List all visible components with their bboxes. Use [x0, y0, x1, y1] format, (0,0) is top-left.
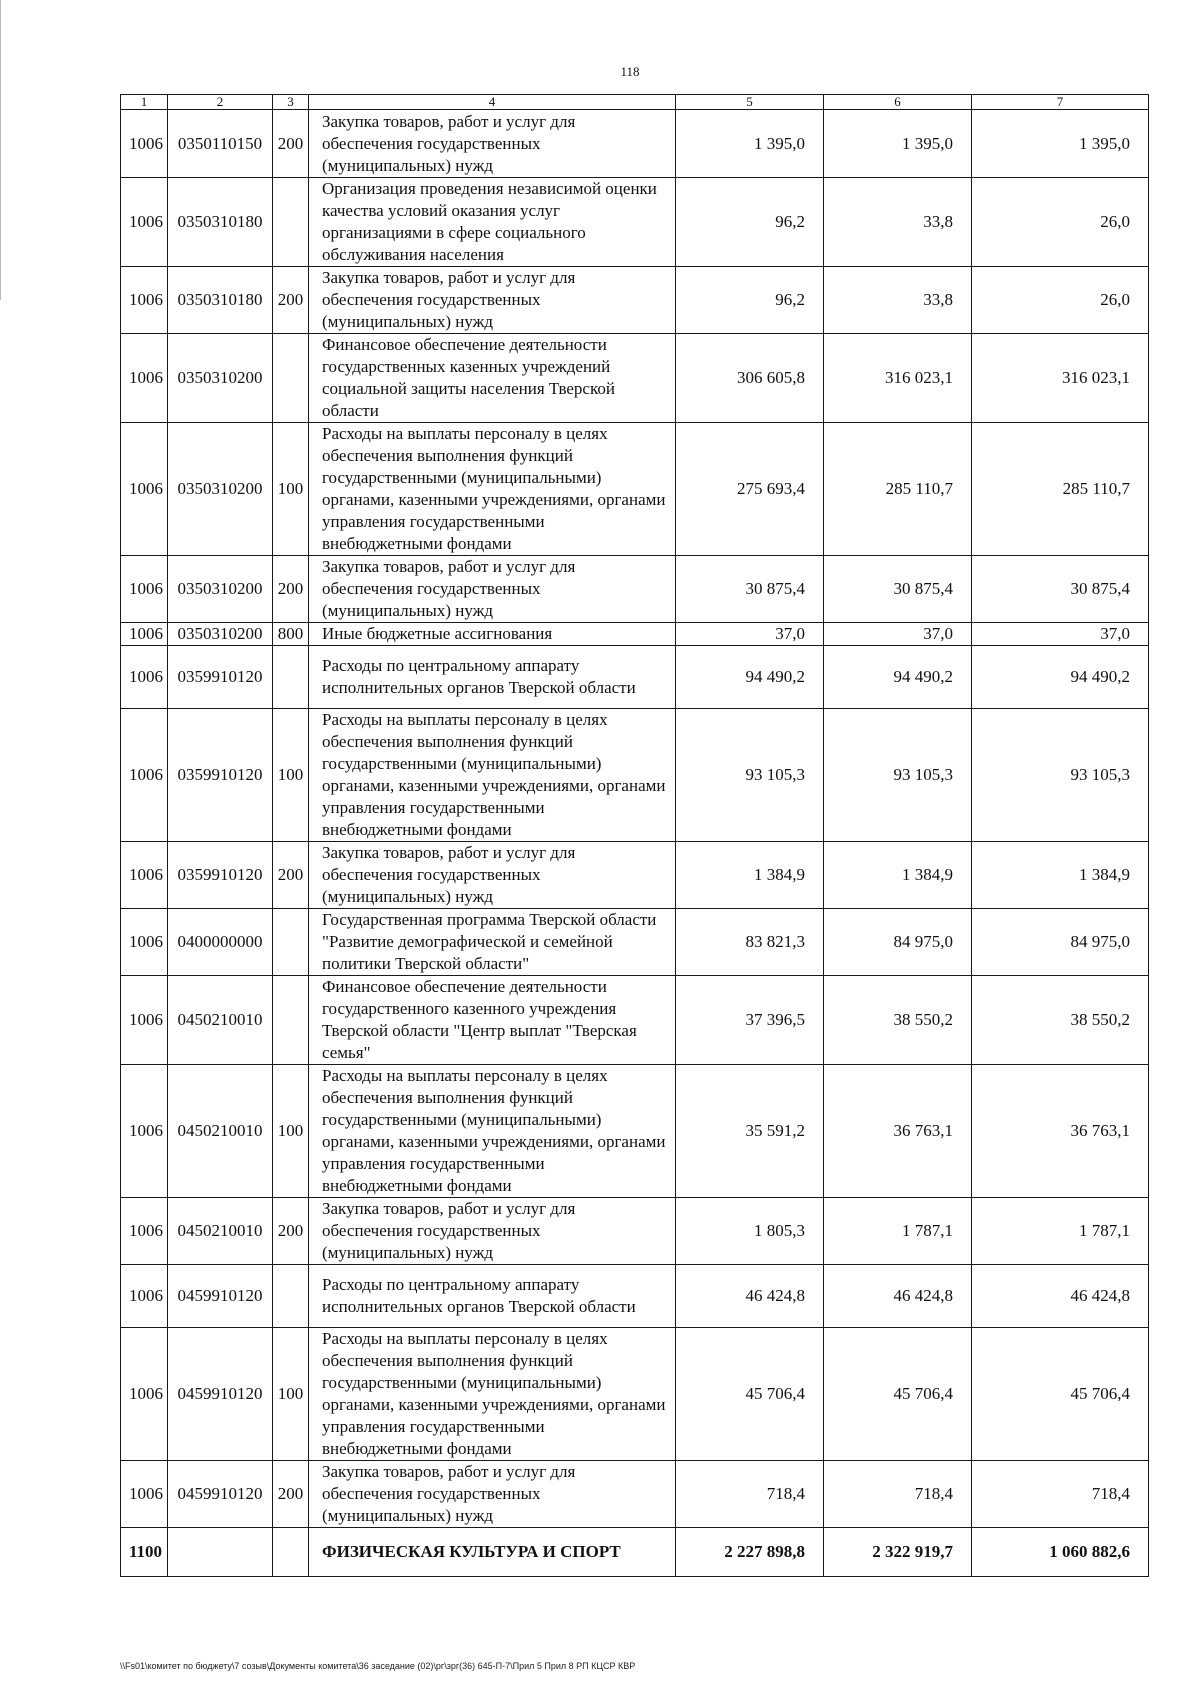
cell-c4: Финансовое обеспечение деятельности государственных казенных учреждений социальной защиты населения Тверской области — [309, 334, 676, 423]
cell-c1: 1006 — [121, 976, 168, 1065]
table-row — [121, 178, 1149, 267]
cell-c1: 1006 — [121, 1265, 168, 1328]
cell-c7: 37,0 — [972, 623, 1149, 646]
cell-c1: 1006 — [121, 909, 168, 976]
cell-c6: 37,0 — [824, 623, 972, 646]
cell-c3: 800 — [273, 623, 309, 646]
cell-c1: 1006 — [121, 709, 168, 842]
cell-c7: 316 023,1 — [972, 334, 1149, 423]
cell-c7: 285 110,7 — [972, 423, 1149, 556]
cell-c5: 275 693,4 — [676, 423, 824, 556]
cell-c2: 0400000000 — [168, 909, 273, 976]
cell-c3: 200 — [273, 842, 309, 909]
cell-c4: Организация проведения независимой оценки качества условий оказания услуг организациями в сфере социального обслуживания населения — [309, 178, 676, 267]
cell-c6: 316 023,1 — [824, 334, 972, 423]
cell-c3 — [273, 646, 309, 709]
column-number-row — [121, 95, 1149, 110]
cell-c2: 0350310180 — [168, 178, 273, 267]
cell-c7: 1 787,1 — [972, 1198, 1149, 1265]
table-row — [121, 1198, 1149, 1265]
cell-c2: 0459910120 — [168, 1265, 273, 1328]
column-header: 3 — [273, 95, 309, 110]
cell-c1: 1006 — [121, 423, 168, 556]
cell-c2: 0459910120 — [168, 1461, 273, 1528]
cell-c4: Закупка товаров, работ и услуг для обеспечения государственных (муниципальных) нужд — [309, 1198, 676, 1265]
cell-c4: Расходы на выплаты персоналу в целях обеспечения выполнения функций государственными (муниципальными) органами, казенными учреждениями, органами управления государственными внебюджетными фондами — [309, 709, 676, 842]
cell-c6: 1 787,1 — [824, 1198, 972, 1265]
cell-c6: 36 763,1 — [824, 1065, 972, 1198]
table-row — [121, 909, 1149, 976]
budget-table — [120, 94, 1149, 1577]
cell-c5: 306 605,8 — [676, 334, 824, 423]
cell-c2: 0459910120 — [168, 1328, 273, 1461]
cell-c4: Закупка товаров, работ и услуг для обеспечения государственных (муниципальных) нужд — [309, 110, 676, 178]
cell-c5: 1 395,0 — [676, 110, 824, 178]
cell-c3 — [273, 178, 309, 267]
cell-c4: ФИЗИЧЕСКАЯ КУЛЬТУРА И СПОРТ — [309, 1528, 676, 1577]
table-row — [121, 1461, 1149, 1528]
table-row — [121, 1528, 1149, 1577]
cell-c3: 200 — [273, 110, 309, 178]
table-row — [121, 1065, 1149, 1198]
cell-c1: 1006 — [121, 110, 168, 178]
cell-c1: 1006 — [121, 556, 168, 623]
cell-c3: 100 — [273, 709, 309, 842]
cell-c6: 1 395,0 — [824, 110, 972, 178]
cell-c4: Закупка товаров, работ и услуг для обеспечения государственных (муниципальных) нужд — [309, 267, 676, 334]
cell-c7: 36 763,1 — [972, 1065, 1149, 1198]
cell-c5: 94 490,2 — [676, 646, 824, 709]
cell-c1: 1006 — [121, 1065, 168, 1198]
table-row — [121, 267, 1149, 334]
cell-c6: 30 875,4 — [824, 556, 972, 623]
cell-c4: Расходы по центральному аппарату исполнительных органов Тверской области — [309, 1265, 676, 1328]
cell-c6: 285 110,7 — [824, 423, 972, 556]
cell-c3 — [273, 1265, 309, 1328]
cell-c2 — [168, 1528, 273, 1577]
cell-c5: 2 227 898,8 — [676, 1528, 824, 1577]
table-row — [121, 110, 1149, 178]
cell-c4: Иные бюджетные ассигнования — [309, 623, 676, 646]
cell-c5: 96,2 — [676, 267, 824, 334]
cell-c4: Закупка товаров, работ и услуг для обеспечения государственных (муниципальных) нужд — [309, 556, 676, 623]
cell-c2: 0350310200 — [168, 423, 273, 556]
cell-c1: 1006 — [121, 646, 168, 709]
cell-c6: 38 550,2 — [824, 976, 972, 1065]
cell-c2: 0450210010 — [168, 976, 273, 1065]
column-header: 6 — [824, 95, 972, 110]
cell-c6: 718,4 — [824, 1461, 972, 1528]
column-header: 7 — [972, 95, 1149, 110]
cell-c3: 100 — [273, 423, 309, 556]
cell-c7: 1 060 882,6 — [972, 1528, 1149, 1577]
cell-c5: 718,4 — [676, 1461, 824, 1528]
table-row — [121, 709, 1149, 842]
cell-c7: 94 490,2 — [972, 646, 1149, 709]
table-row — [121, 334, 1149, 423]
table-row — [121, 842, 1149, 909]
cell-c2: 0450210010 — [168, 1198, 273, 1265]
scan-edge — [0, 0, 1, 300]
cell-c1: 1100 — [121, 1528, 168, 1577]
cell-c7: 718,4 — [972, 1461, 1149, 1528]
cell-c2: 0350110150 — [168, 110, 273, 178]
table-row — [121, 976, 1149, 1065]
cell-c7: 46 424,8 — [972, 1265, 1149, 1328]
cell-c3 — [273, 1528, 309, 1577]
cell-c5: 93 105,3 — [676, 709, 824, 842]
cell-c3: 200 — [273, 1461, 309, 1528]
cell-c6: 93 105,3 — [824, 709, 972, 842]
table-row — [121, 623, 1149, 646]
cell-c7: 45 706,4 — [972, 1328, 1149, 1461]
cell-c7: 1 384,9 — [972, 842, 1149, 909]
cell-c3 — [273, 909, 309, 976]
column-header: 1 — [121, 95, 168, 110]
file-path-footer: \\Fs01\комитет по бюджету\7 созыв\Документы комитета\36 заседание (02)\рг\зрг(36) 645-П-7\Прил 5 Прил 8 РП КЦСР КВР — [120, 1661, 636, 1671]
page-number: 118 — [620, 64, 640, 79]
column-header: 5 — [676, 95, 824, 110]
cell-c1: 1006 — [121, 334, 168, 423]
cell-c1: 1006 — [121, 1328, 168, 1461]
cell-c7: 93 105,3 — [972, 709, 1149, 842]
cell-c3 — [273, 334, 309, 423]
cell-c4: Государственная программа Тверской области "Развитие демографической и семейной политики Тверской области" — [309, 909, 676, 976]
cell-c6: 33,8 — [824, 178, 972, 267]
cell-c5: 96,2 — [676, 178, 824, 267]
cell-c2: 0359910120 — [168, 646, 273, 709]
cell-c6: 45 706,4 — [824, 1328, 972, 1461]
cell-c7: 26,0 — [972, 267, 1149, 334]
cell-c5: 83 821,3 — [676, 909, 824, 976]
cell-c1: 1006 — [121, 842, 168, 909]
cell-c6: 84 975,0 — [824, 909, 972, 976]
cell-c5: 45 706,4 — [676, 1328, 824, 1461]
column-header: 2 — [168, 95, 273, 110]
cell-c1: 1006 — [121, 623, 168, 646]
cell-c6: 46 424,8 — [824, 1265, 972, 1328]
cell-c7: 38 550,2 — [972, 976, 1149, 1065]
cell-c2: 0350310200 — [168, 334, 273, 423]
cell-c1: 1006 — [121, 1461, 168, 1528]
cell-c3: 200 — [273, 1198, 309, 1265]
cell-c3: 200 — [273, 556, 309, 623]
cell-c7: 84 975,0 — [972, 909, 1149, 976]
cell-c1: 1006 — [121, 267, 168, 334]
table-row — [121, 646, 1149, 709]
cell-c4: Закупка товаров, работ и услуг для обеспечения государственных (муниципальных) нужд — [309, 1461, 676, 1528]
cell-c2: 0359910120 — [168, 709, 273, 842]
cell-c2: 0350310200 — [168, 556, 273, 623]
cell-c4: Расходы на выплаты персоналу в целях обеспечения выполнения функций государственными (муниципальными) органами, казенными учреждениями, органами управления государственными внебюджетными фондами — [309, 1065, 676, 1198]
cell-c4: Финансовое обеспечение деятельности государственного казенного учреждения Тверской области "Центр выплат "Тверская семья" — [309, 976, 676, 1065]
cell-c6: 1 384,9 — [824, 842, 972, 909]
cell-c7: 30 875,4 — [972, 556, 1149, 623]
cell-c7: 26,0 — [972, 178, 1149, 267]
cell-c2: 0359910120 — [168, 842, 273, 909]
table-row — [121, 1265, 1149, 1328]
cell-c3: 200 — [273, 267, 309, 334]
cell-c5: 1 384,9 — [676, 842, 824, 909]
cell-c5: 37 396,5 — [676, 976, 824, 1065]
cell-c7: 1 395,0 — [972, 110, 1149, 178]
cell-c1: 1006 — [121, 1198, 168, 1265]
cell-c4: Расходы на выплаты персоналу в целях обеспечения выполнения функций государственными (муниципальными) органами, казенными учреждениями, органами управления государственными внебюджетными фондами — [309, 423, 676, 556]
cell-c3 — [273, 976, 309, 1065]
cell-c4: Закупка товаров, работ и услуг для обеспечения государственных (муниципальных) нужд — [309, 842, 676, 909]
cell-c6: 33,8 — [824, 267, 972, 334]
column-header: 4 — [309, 95, 676, 110]
cell-c1: 1006 — [121, 178, 168, 267]
cell-c5: 35 591,2 — [676, 1065, 824, 1198]
table-row — [121, 1328, 1149, 1461]
cell-c2: 0350310200 — [168, 623, 273, 646]
cell-c5: 46 424,8 — [676, 1265, 824, 1328]
table-row — [121, 423, 1149, 556]
cell-c6: 94 490,2 — [824, 646, 972, 709]
cell-c5: 1 805,3 — [676, 1198, 824, 1265]
cell-c4: Расходы по центральному аппарату исполнительных органов Тверской области — [309, 646, 676, 709]
cell-c5: 30 875,4 — [676, 556, 824, 623]
cell-c6: 2 322 919,7 — [824, 1528, 972, 1577]
cell-c4: Расходы на выплаты персоналу в целях обеспечения выполнения функций государственными (муниципальными) органами, казенными учреждениями, органами управления государственными внебюджетными фондами — [309, 1328, 676, 1461]
cell-c3: 100 — [273, 1065, 309, 1198]
cell-c3: 100 — [273, 1328, 309, 1461]
cell-c2: 0350310180 — [168, 267, 273, 334]
cell-c5: 37,0 — [676, 623, 824, 646]
cell-c2: 0450210010 — [168, 1065, 273, 1198]
table-row — [121, 556, 1149, 623]
